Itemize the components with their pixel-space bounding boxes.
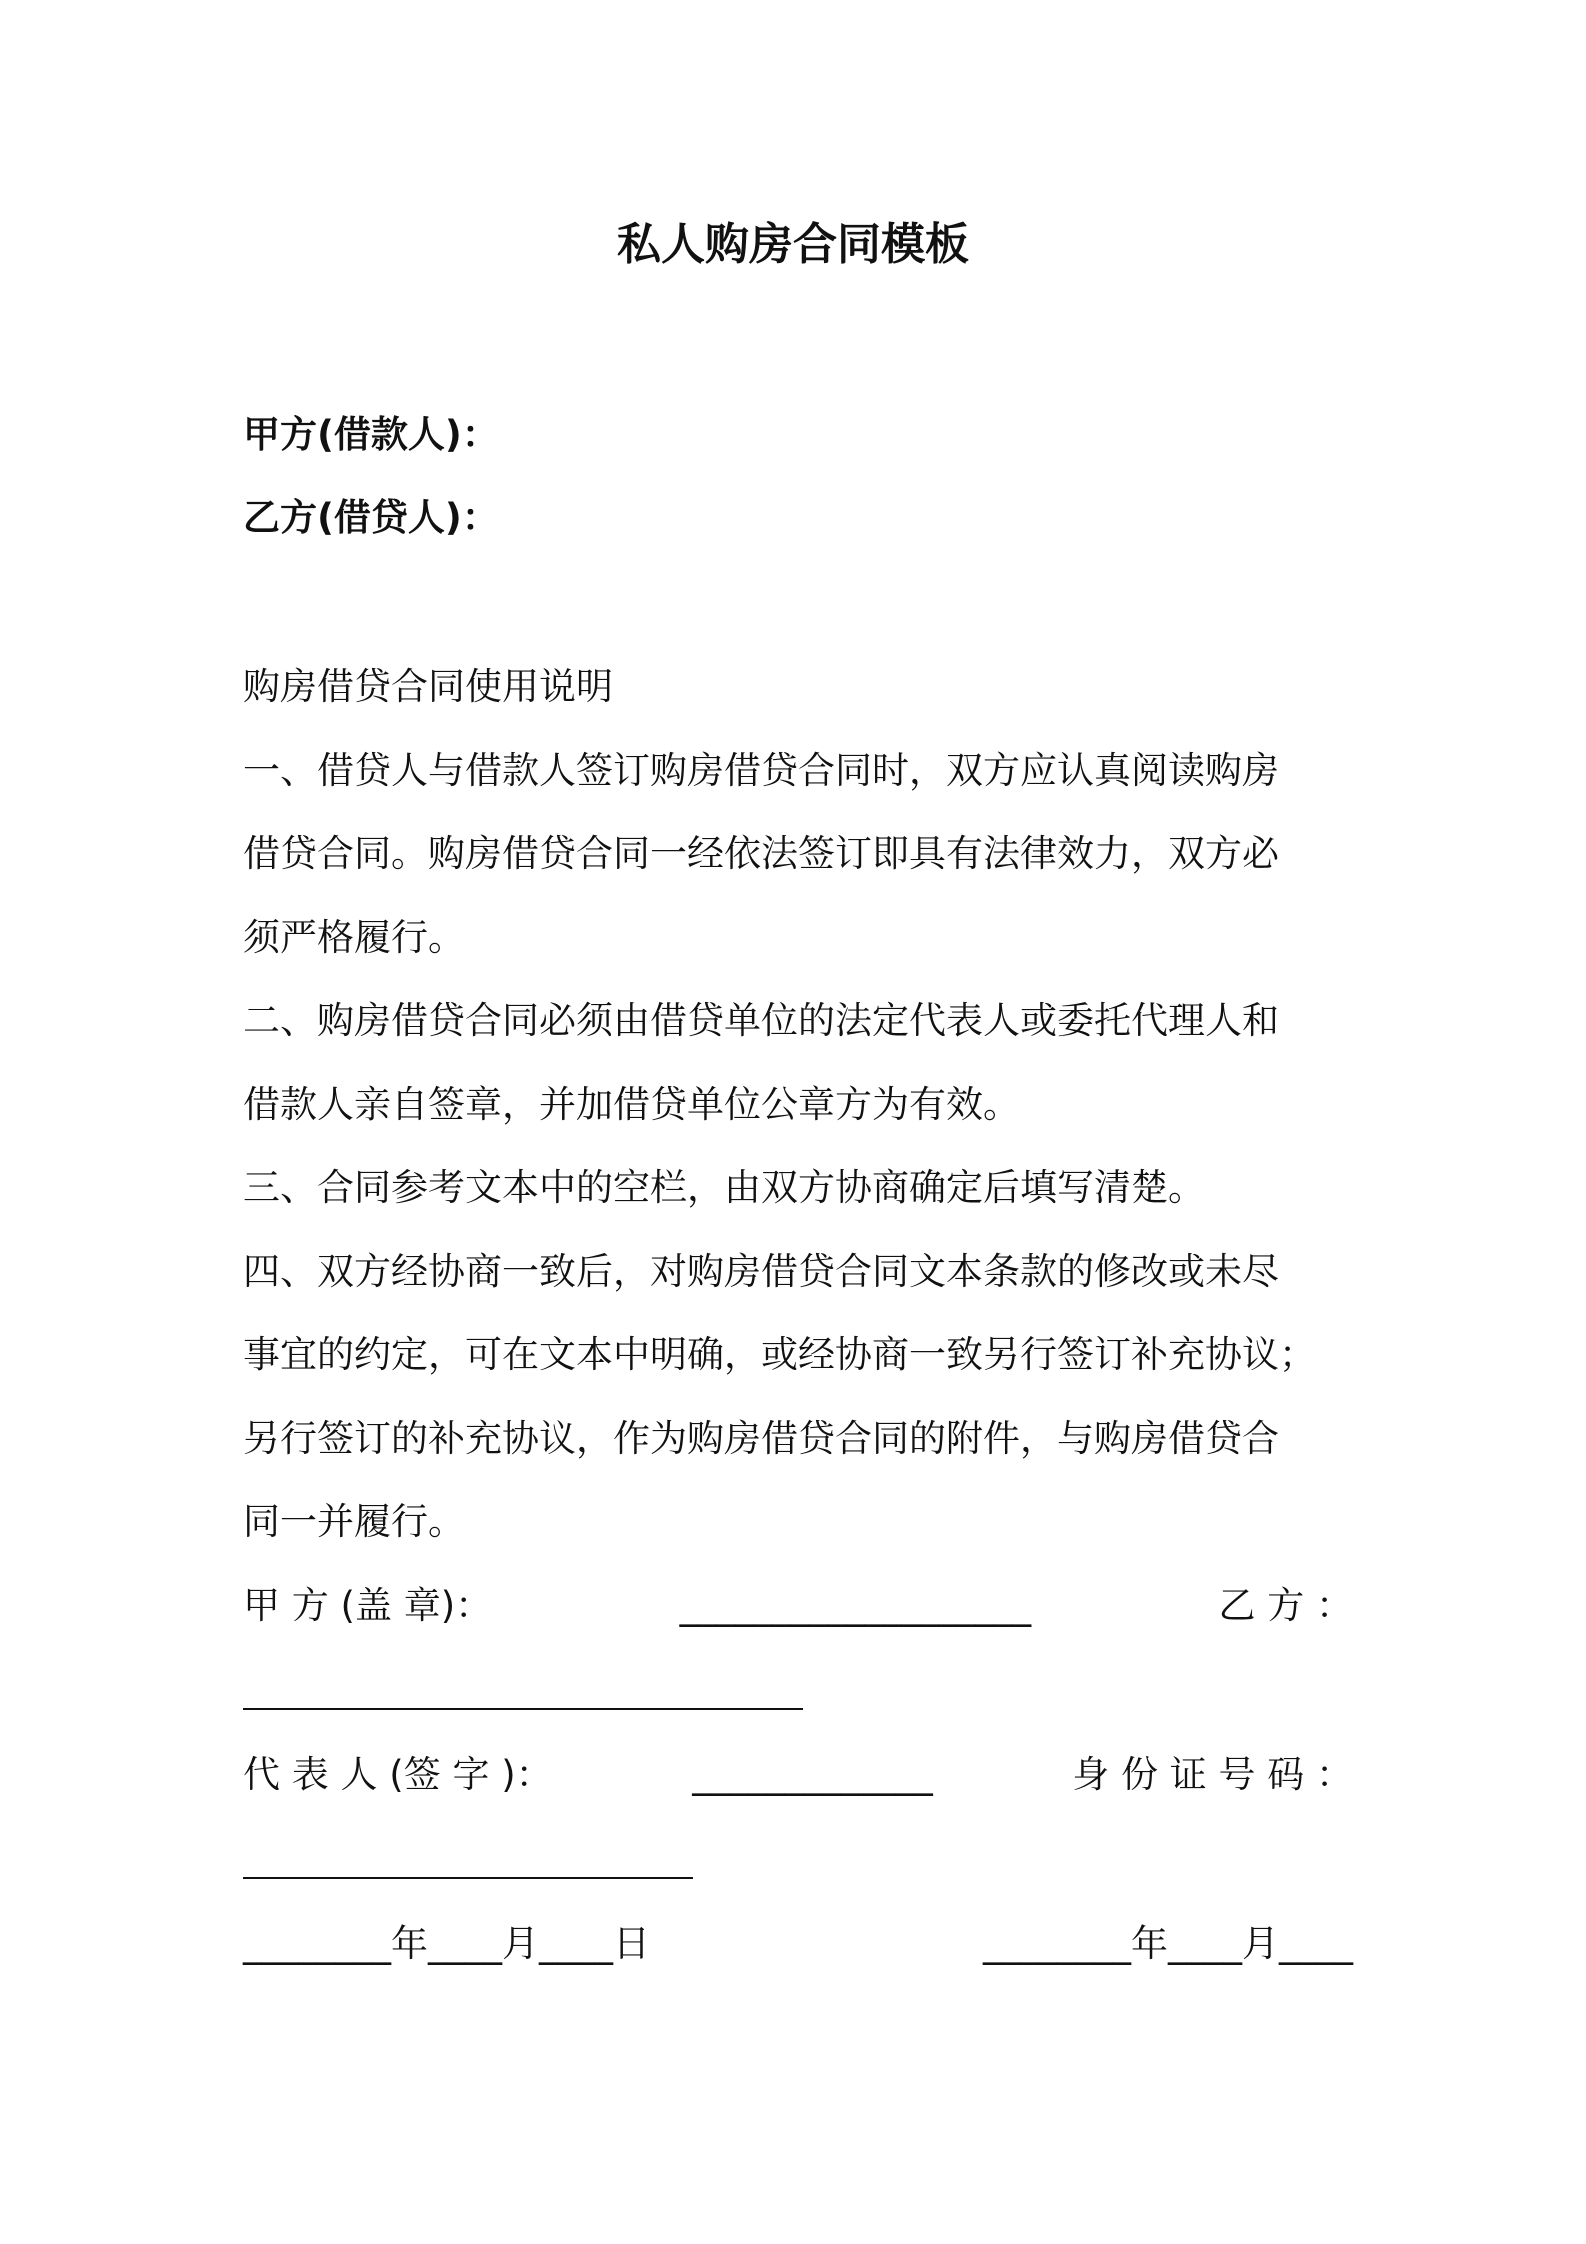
- representative-row: [243, 1750, 1353, 1800]
- id-number-label: 身 份 证 号 码 ：: [1072, 1753, 1353, 1796]
- instruction-line: 同一并履行。: [243, 1500, 465, 1543]
- id-number-line: [243, 1877, 693, 1879]
- instruction-line: 三、合同参考文本中的空栏，由双方协商确定后填写清楚。: [243, 1166, 1205, 1209]
- party-a-seal-label: 甲 方 (盖 章)：: [243, 1584, 493, 1627]
- party-b-seal-label: 乙 方 ：: [1218, 1584, 1353, 1627]
- party-a-date: ________年____月____日: [243, 1922, 650, 1965]
- document-title: 私人购房合同模板: [617, 219, 969, 270]
- instruction-line: 须严格履行。: [243, 916, 465, 959]
- instruction-line: 借贷合同。购房借贷合同一经依法签订即具有法律效力，双方必: [243, 832, 1279, 875]
- instruction-line: 四、双方经协商一致后，对购房借贷合同文本条款的修改或未尽: [243, 1250, 1279, 1293]
- representative-label: 代 表 人 (签 字 )：: [243, 1753, 553, 1796]
- instruction-line: 一、借贷人与借款人签订购房借贷合同时，双方应认真阅读购房: [243, 749, 1279, 792]
- party-b-label: 乙方(借贷人)：: [243, 496, 499, 539]
- party-b-date: ________年____月____: [983, 1922, 1353, 1965]
- representative-blank: _____________: [692, 1753, 933, 1796]
- party-a-label: 甲方(借款人)：: [243, 413, 499, 456]
- instruction-line: 另行签订的补充协议，作为购房借贷合同的附件，与购房借贷合: [243, 1417, 1279, 1460]
- date-row: [243, 1919, 1353, 1969]
- instructions-heading: 购房借贷合同使用说明: [243, 665, 613, 708]
- instruction-line: 二、购房借贷合同必须由借贷单位的法定代表人或委托代理人和: [243, 999, 1279, 1042]
- instruction-line: 事宜的约定，可在文本中明确，或经协商一致另行签订补充协议；: [243, 1333, 1316, 1376]
- party-b-seal-line: [243, 1708, 803, 1710]
- instruction-line: 借款人亲自签章，并加借贷单位公章方为有效。: [243, 1083, 1020, 1126]
- party-a-seal-blank: ___________________: [679, 1584, 1032, 1627]
- seal-row: [243, 1581, 1353, 1631]
